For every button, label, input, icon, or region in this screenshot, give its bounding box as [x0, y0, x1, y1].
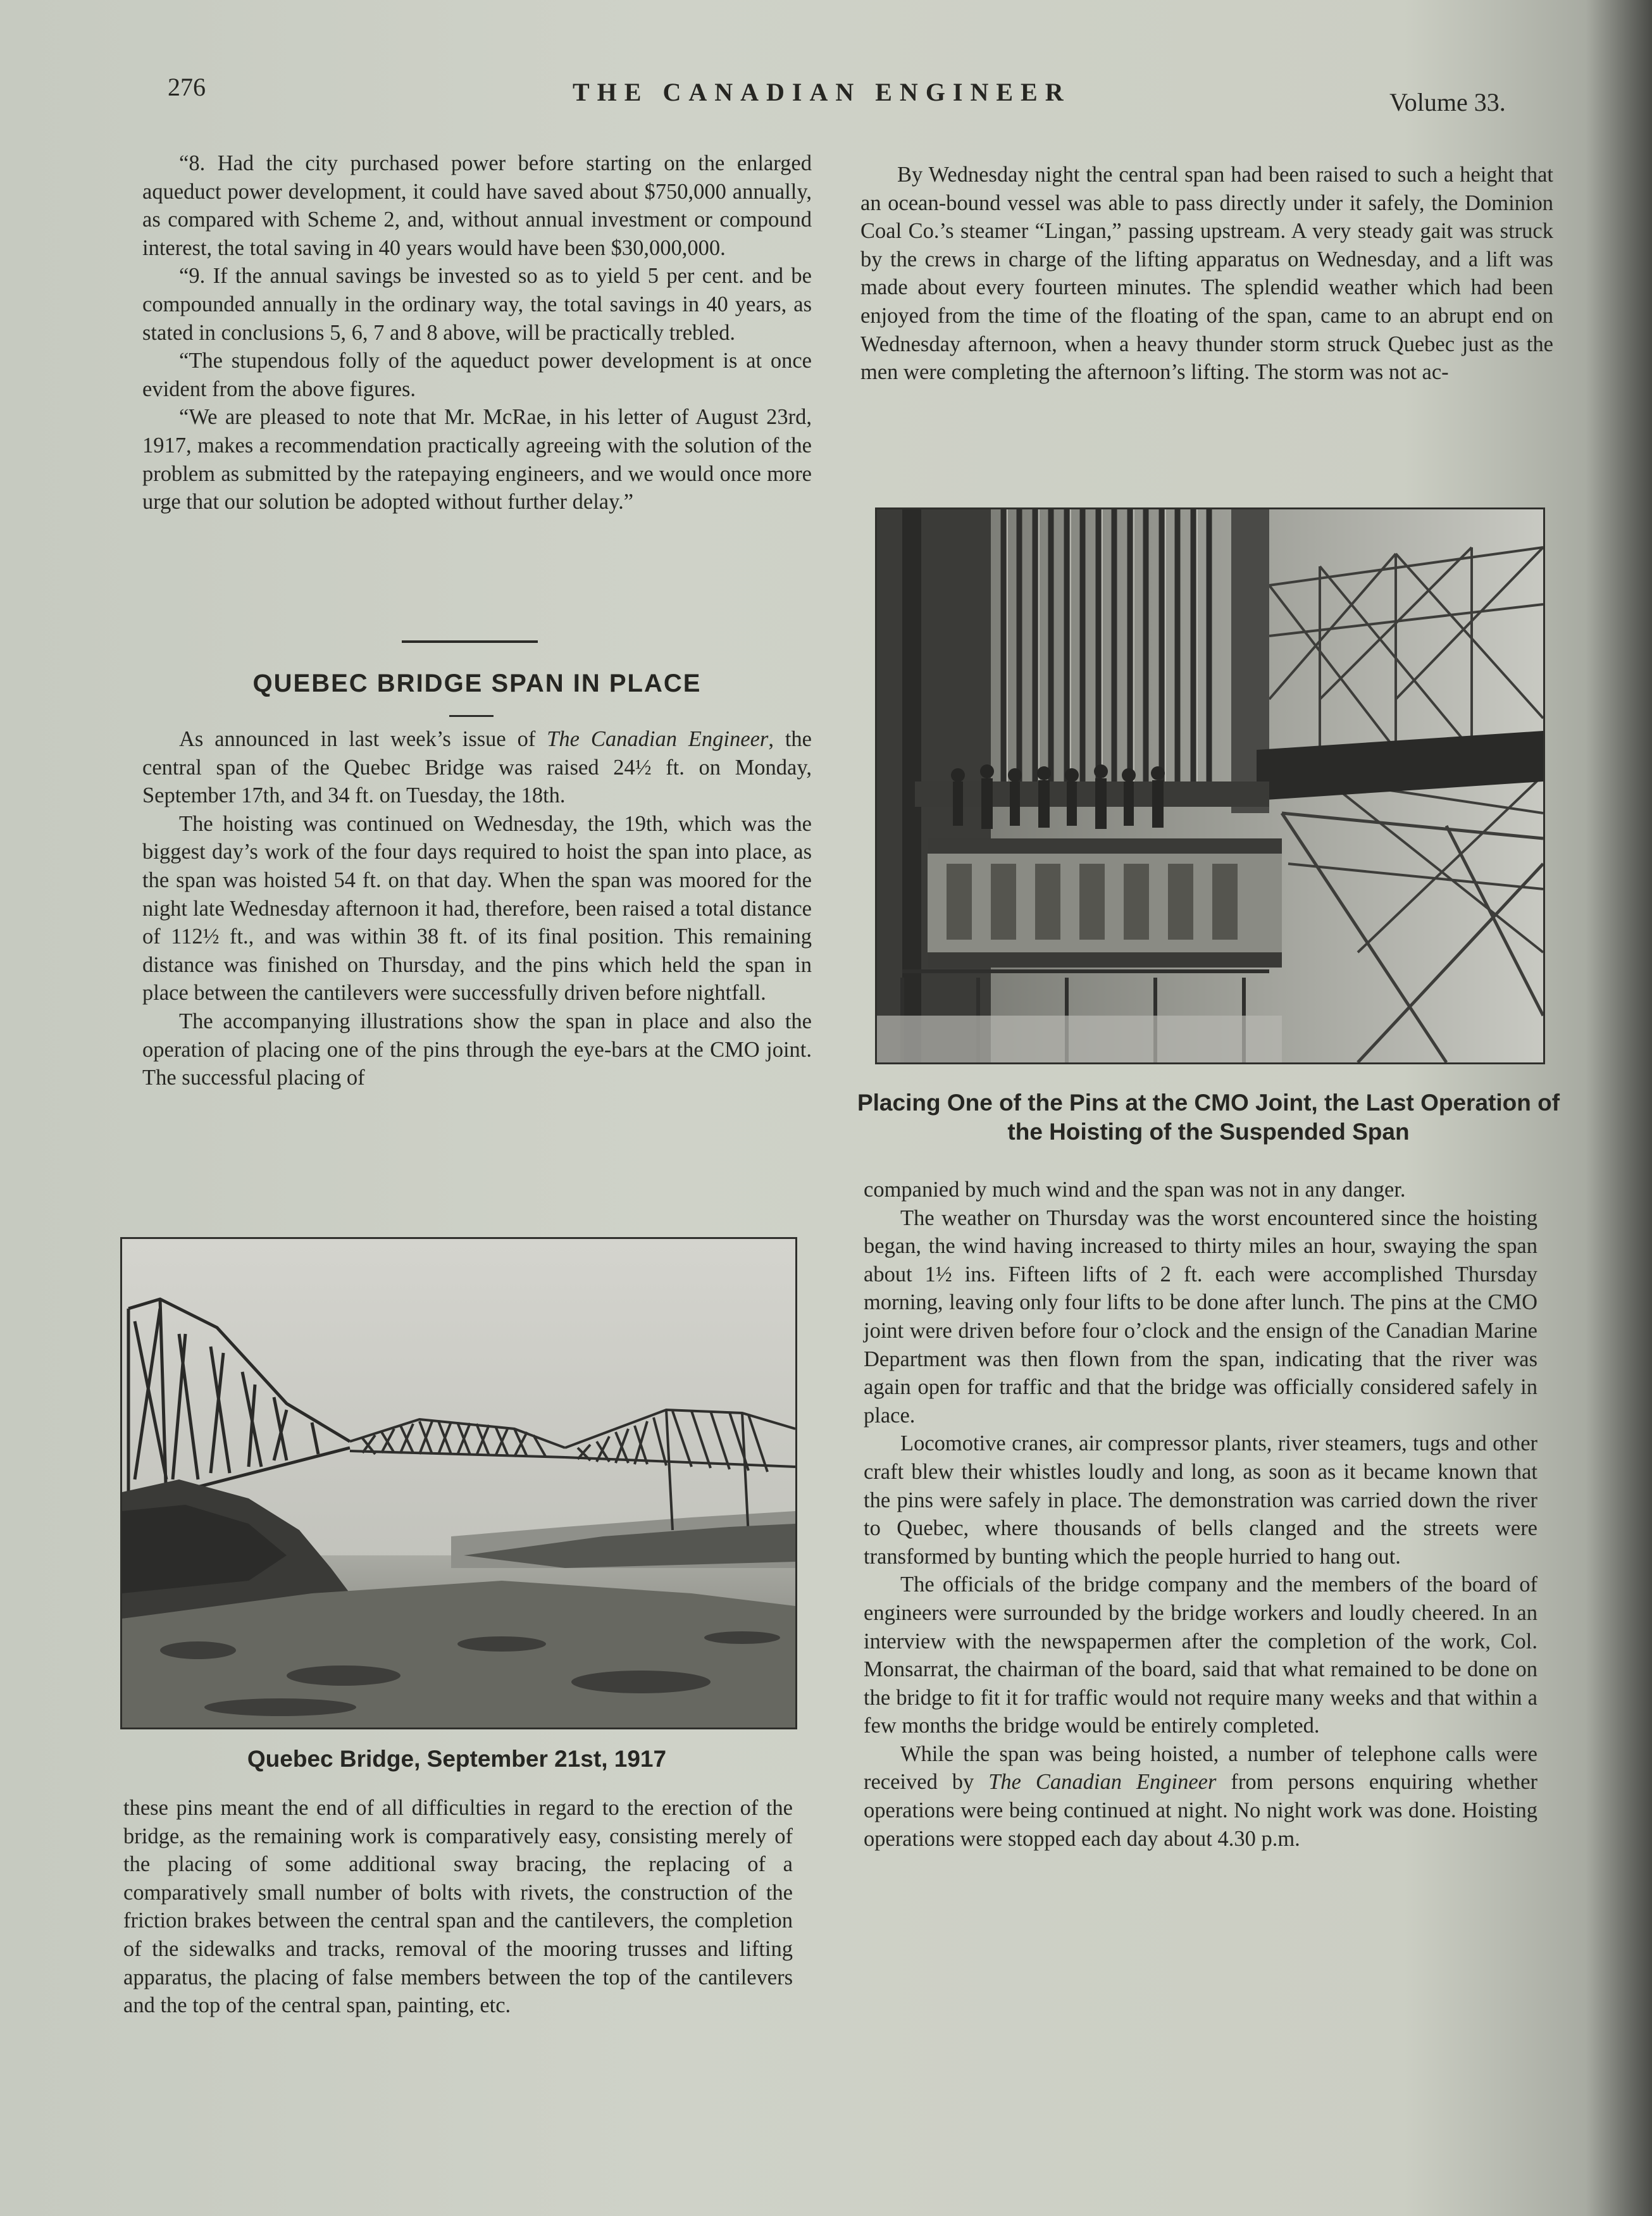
- right-column-top: [860, 161, 1553, 387]
- paragraph: The weather on Thursday was the worst encountered since the hoisting began, the wind having increased to thirty miles an hour, swaying the span about 1½ ins. Fifteen lifts of 2 ft. each were accomplished Thursday morning, leaving only four lifts to be done after lunch. The pins at the CMO joint were driven before four o’clock and the ensign of the Canadian Marine Department was then flown from the span, indicating that the river was again open for traffic and that the bridge was officially considered safely in place.: [864, 1205, 1537, 1428]
- paragraph: “We are pleased to note that Mr. McRae, in his letter of August 23rd, 1917, makes a recommendation practically agreeing with the solution of the problem as submitted by the ratepaying engineers, and we would once more urge that our solution be adopted without further delay.”: [142, 405, 812, 514]
- cmo-joint-illustration: [877, 509, 1543, 1062]
- paragraph: Locomotive cranes, air compressor plants, river steamers, tugs and other craft blew their whistles loudly and long, as soon as it became known that the pins were safely in place. The demonstration was carried down the river to Quebec, where thousands of bells clanged and the streets were transformed by bunting which the people hurried to hang out.: [864, 1431, 1537, 1569]
- paragraph: “The stupendous folly of the aqueduct power development is at once evident from the above figures.: [142, 349, 812, 401]
- right-column-bottom: [864, 1176, 1537, 1853]
- heading-underline: [449, 715, 494, 717]
- quebec-bridge-photo: [120, 1237, 797, 1729]
- section-rule: [402, 640, 538, 643]
- section-heading: QUEBEC BRIDGE SPAN IN PLACE: [252, 669, 702, 697]
- cmo-photo-caption: Placing One of the Pins at the CMO Joint, the Last Operation of the Hoisting of the Suspended Span: [857, 1090, 1560, 1145]
- left-column-top: [142, 149, 812, 516]
- page-header: [0, 68, 1652, 119]
- paragraph: companied by much wind and the span was not in any danger.: [864, 1178, 1406, 1202]
- volume-label: Volume 33.: [1389, 88, 1506, 116]
- page-number: 276: [168, 73, 206, 101]
- paragraph: “9. If the annual savings be invested so as to yield 5 per cent. and be compounded annually in the ordinary way, the total savings in 40 years, as stated in conclusions 5, 6, 7 and 8 above, will be practically trebled.: [142, 264, 812, 345]
- cmo-joint-photo: [875, 507, 1545, 1064]
- paragraph: The officials of the bridge company and the members of the board of engineers were surrounded by the bridge workers and loudly cheered. In an interview with the newspapermen after the completion of the work, Col. Monsarrat, the chairman of the board, said that what remained to be done on the bridge to fit it for traffic would not require many weeks and that within a few months the bridge would be entirely completed.: [864, 1572, 1537, 1738]
- bridge-photo-caption: Quebec Bridge, September 21st, 1917: [247, 1746, 667, 1772]
- last-paragraph: While the span was being hoisted, a number of telephone calls were received by The Canadian Engineer from persons enquiring whether operations were being continued at night. No night work was done. Hoisting operations were stopped each day about 4.30 p.m.: [864, 1741, 1537, 1851]
- paragraph: By Wednesday night the central span had been raised to such a height that an ocean-bound vessel was able to pass directly under it safely, the Dominion Coal Co.’s steamer “Lingan,” passing upstream. A very steady gait was struck by the crews in charge of the lifting apparatus on Wednesday, and a lift was made about every fourteen minutes. The splendid weather which had been enjoyed from the time of the floating of the span, came to an abrupt end on Wednesday afternoon, when a heavy thunder storm struck Quebec just as the men were completing the afternoon’s lifting. The storm was not ac-: [860, 163, 1553, 385]
- paragraph: The hoisting was continued on Wednesday, the 19th, which was the biggest day’s work of the four days required to hoist the span into place, as the span was hoisted 54 ft. on that day. When the span was moored for the night late Wednesday afternoon it had, therefore, been raised a total distance of 112½ ft., and was within 38 ft. of its final position. This remaining distance was finished on Thursday, and the pins which held the span in place between the cantilevers were successfully driven before nightfall.: [142, 811, 812, 1005]
- journal-name-italic: The Canadian Engineer: [988, 1770, 1217, 1795]
- bridge-illustration: [122, 1239, 795, 1727]
- article-intro: As announced in last week’s issue of The Canadian Engineer, the central span of the Quebec Bridge was raised 24½ ft. on Monday, September 17th, and 34 ft. on Tuesday, the 18th.: [142, 727, 812, 808]
- paragraph: “8. Had the city purchased power before starting on the enlarged aqueduct power development, it could have saved about $750,000 annually, as compared with Scheme 2, and, without annual investment or compound interest, the total saving in 40 years would have been $30,000,000.: [142, 151, 812, 260]
- paragraph: The accompanying illustrations show the span in place and also the operation of placing one of the pins through the eye-bars at the CMO joint. The successful placing of: [142, 1009, 812, 1090]
- article-body-left: [142, 725, 812, 1092]
- left-column-bottom: [123, 1794, 793, 2020]
- paragraph: these pins meant the end of all difficulties in regard to the erection of the bridge, as the remaining work is comparatively easy, consisting merely of the placing of some additional sway bracing, the replacing of a comparatively small number of bolts with rivets, the construction of the friction brakes between the central span and the cantilevers, the completion of the sidewalks and tracks, removal of the mooring trusses and lifting apparatus, the placing of false members between the top of the cantilevers and the top of the central span, painting, etc.: [123, 1796, 793, 2018]
- journal-name-italic: The Canadian Engineer: [547, 727, 769, 751]
- journal-title: THE CANADIAN ENGINEER: [573, 78, 1071, 106]
